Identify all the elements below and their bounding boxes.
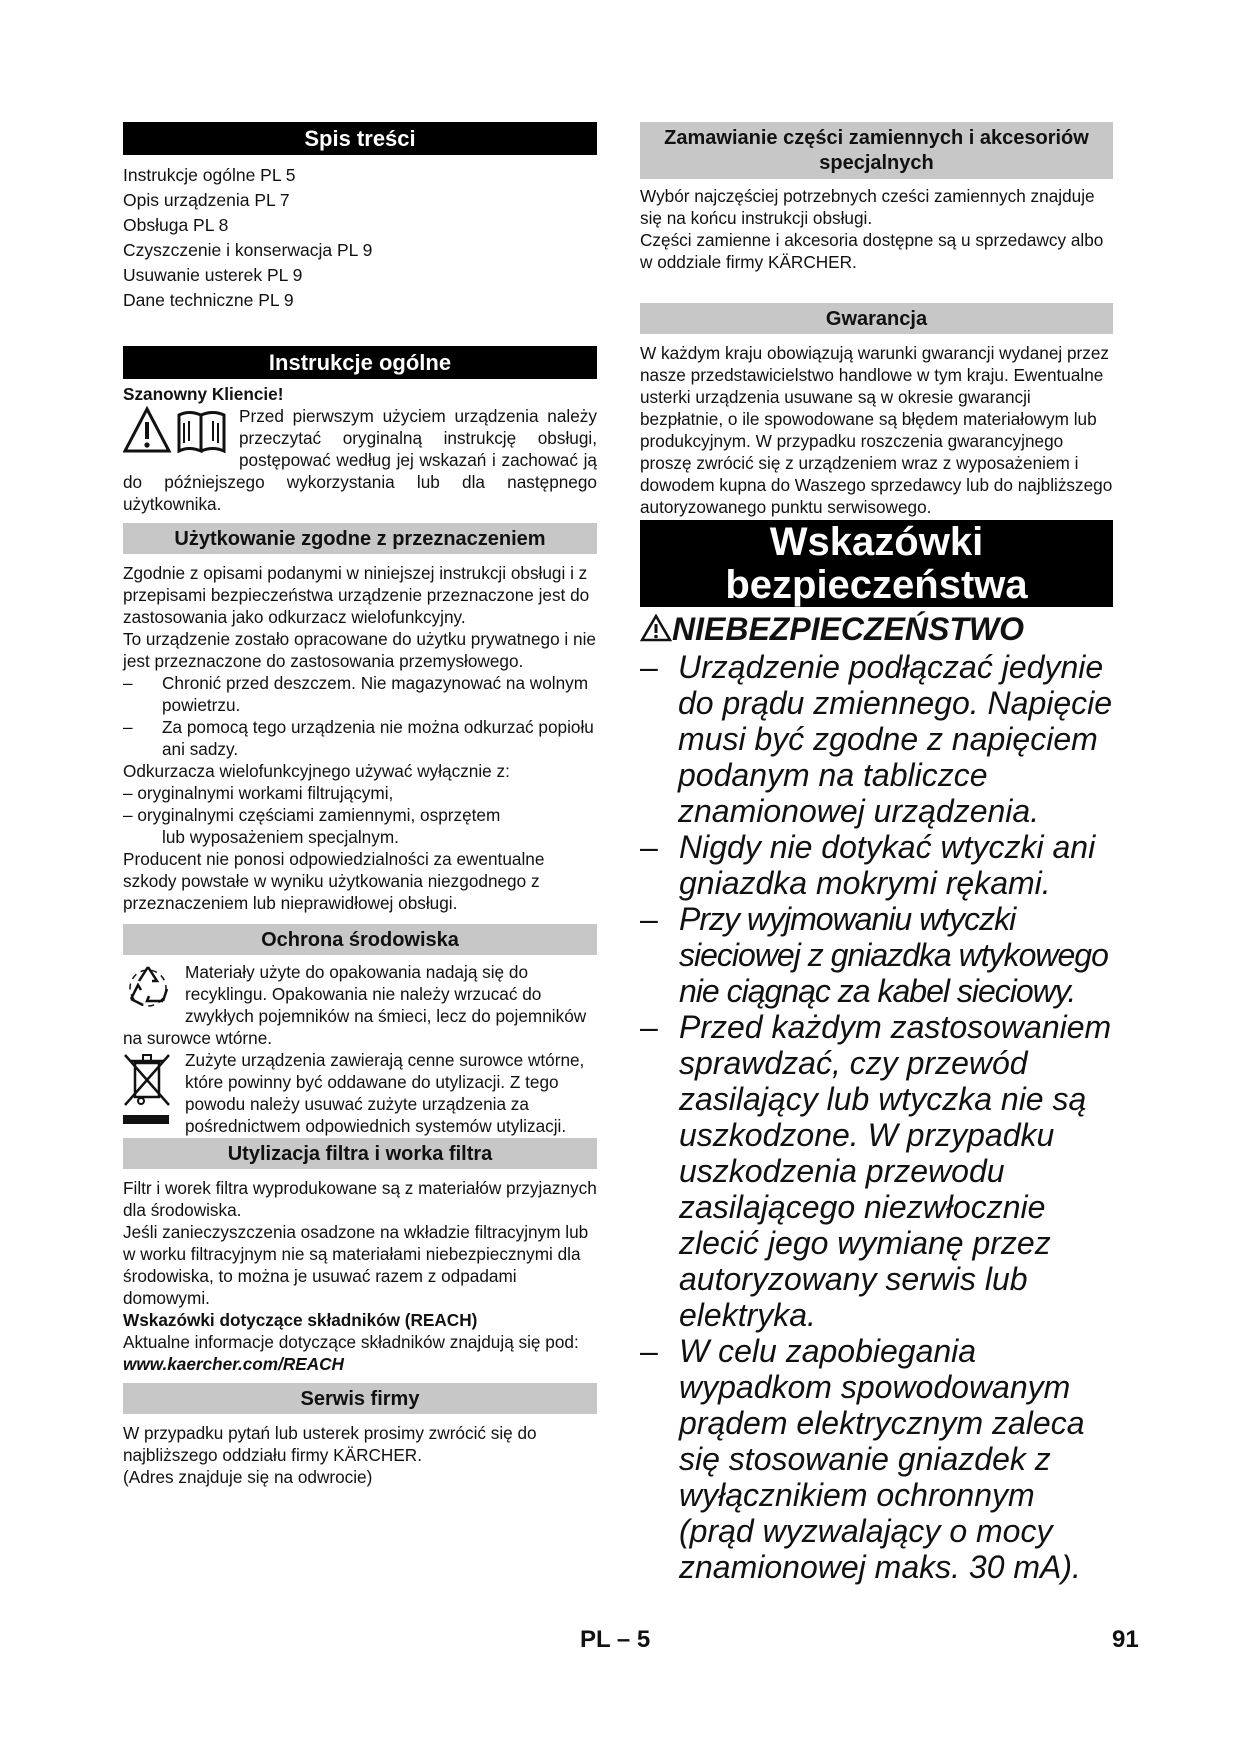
safety-item: – Przed każdym zastosowaniem sprawdzać, czy przewód zasilający lub wtyczka nie są uszkodzone. W przypadku uszkodzenia przewodu zasilającego niezwłocznie zlecić jego wymianę przez autoryzowany serwis lub elektryka. <box>640 1009 1112 1333</box>
toc-title: Spis treści <box>123 122 597 155</box>
intended-use-dash-1: – Chronić przed deszczem. Nie magazynować na wolnym powietrzu. <box>123 673 589 715</box>
intended-use-p2: To urządzenie zostało opracowane do użytku prywatnego i nie jest przeznaczone do zastosowania przemysłowego. <box>123 629 596 671</box>
toc-item[interactable]: Instrukcje ogólne PL 5 <box>123 165 296 185</box>
spare-parts-p2: Części zamienne i akcesoria dostępne są u sprzedawcy albo w oddziale firmy KÄRCHER. <box>640 230 1104 272</box>
use-only-list <box>123 760 597 848</box>
recycle-block <box>123 961 597 1049</box>
toc-item[interactable]: Czyszczenie i konserwacja PL 9 <box>123 240 373 260</box>
toc-item[interactable]: Obsługa PL 8 <box>123 215 229 235</box>
warning-manual-icon <box>123 405 229 462</box>
toc-item[interactable]: Usuwanie usterek PL 9 <box>123 265 303 285</box>
reach-text: Aktualne informacje dotyczące składników znajdują się pod: <box>123 1332 579 1352</box>
dash-marker: – <box>640 1333 658 1369</box>
dash-marker: – <box>123 673 133 693</box>
dash-marker: – <box>640 829 658 865</box>
recycle-icon <box>123 961 173 1016</box>
dash-marker: – <box>640 901 657 937</box>
use-only-option: – oryginalnymi częściami zamiennymi, osprzętem <box>123 805 501 825</box>
general-intro-text: Przed pierwszym użyciem urządzenia należy przeczytać oryginalną instrukcję obsługi, postępować według jej wskazań i zachować ją do późniejszego wykorzystania lub dla następnego użytkownika. <box>123 406 597 514</box>
warranty-text: W każdym kraju obowiązują warunki gwarancji wydanej przez nasze przedstawicielstwo handlowe w tym kraju. Ewentualne usterki urządzenia usuwane są w okresie gwarancji bezpłatnie, o ile spowodowane są błędem materiałowym lub produkcyjnym. W przypadku roszczenia gwarancyjnego proszę zwrócić się z urządzeniem wraz z wyposażeniem i dowodem kupna do Waszego sprzedawcy lub do najbliższego autoryzowanego punktu serwisowego. <box>640 343 1113 517</box>
general-intro-block <box>123 405 597 515</box>
filter-disposal-p1: Filtr i worek filtra wyprodukowane są z materiałów przyjaznych dla środowiska. <box>123 1178 597 1220</box>
intended-use-dash-2: – Za pomocą tego urządzenia nie można odkurzać popiołu ani sadzy. <box>123 717 594 759</box>
intended-use-p1: Zgodnie z opisami podanymi w niniejszej instrukcji obsługi i z przepisami bezpieczeństwa urządzenie przeznaczone jest do zastosowania jako odkurzacz wielofunkcyjny. <box>123 563 590 627</box>
warranty-title: Gwarancja <box>640 303 1113 334</box>
footer-page-label: PL – 5 <box>580 1626 651 1653</box>
weee-text: Zużyte urządzenia zawierają cenne surowce wtórne, które powinny być oddawane do utylizacji. Z tego powodu należy usuwać zużyte urządzenia za pośrednictwem odpowiednich systemów utylizacji. <box>185 1050 585 1136</box>
toc-item[interactable]: Dane techniczne PL 9 <box>123 290 294 310</box>
general-title: Instrukcje ogólne <box>123 346 597 379</box>
intended-use-title: Użytkowanie zgodne z przeznaczeniem <box>123 523 597 554</box>
filter-disposal-p2: Jeśli zanieczyszczenia osadzone na wkładzie filtracyjnym lub w worku filtracyjnym nie są materiałami niebezpiecznymi dla środowiska, to można je usuwać razem z odpadami domowymi. <box>123 1222 589 1308</box>
spare-parts-title: Zamawianie części zamiennych i akcesoriów specjalnych <box>640 122 1113 179</box>
use-only-option-cont: lub wyposażeniem specjalnym. <box>162 827 399 847</box>
service-title: Serwis firmy <box>123 1383 597 1414</box>
liability-text: Producent nie ponosi odpowiedzialności za ewentualne szkody powstałe w wyniku użytkowania niezgodnego z przeznaczeniem lub nieprawidłowej obsługi. <box>123 849 545 913</box>
service-address: (Adres znajduje się na odwrocie) <box>123 1467 373 1487</box>
use-only-option: – oryginalnymi workami filtrującymi, <box>123 783 394 803</box>
recycle-text: Materiały użyte do opakowania nadają się do recyklingu. Opakowania nie należy wrzucać do zwykłych pojemników na śmieci, lecz do pojemników na surowce wtórne. <box>123 962 587 1048</box>
footer-page-number: 91 <box>1112 1626 1139 1653</box>
environment-title: Ochrona środowiska <box>123 924 597 955</box>
toc-item[interactable]: Opis urządzenia PL 7 <box>123 190 290 210</box>
filter-disposal-title: Utylizacja filtra i worka filtra <box>123 1138 597 1169</box>
crossed-bin-icon <box>123 1049 173 1132</box>
safety-item: – Przy wyjmowaniu wtyczki sieciowej z gniazdka wtykowego nie ciągnąc za kabel sieciowy. <box>640 901 1108 1009</box>
safety-item: – Nigdy nie dotykać wtyczki ani gniazdka mokrymi rękami. <box>640 829 1096 901</box>
reach-title: Wskazówki dotyczące składników (REACH) <box>123 1310 478 1330</box>
toc-list <box>123 163 597 313</box>
safety-title: Wskazówki bezpieczeństwa <box>640 520 1113 607</box>
weee-block <box>123 1049 597 1137</box>
greeting: Szanowny Kliencie! <box>123 384 284 404</box>
danger-heading <box>640 609 1113 649</box>
left-column <box>123 122 597 1488</box>
safety-item: – W celu zapobiegania wypadkom spowodowanym prądem elektrycznym zaleca się stosowanie gniazdek z wyłącznikiem ochronnym (prąd wyzwalający o mocy znamionowej maks. 30 mA). <box>640 1333 1085 1585</box>
danger-label: NIEBEZPIECZEŃSTWO <box>672 611 1025 647</box>
right-column <box>640 122 1113 1585</box>
spare-parts-p1: Wybór najczęściej potrzebnych cześci zamiennych znajduje się na końcu instrukcji obsługi. <box>640 186 1095 228</box>
service-text: W przypadku pytań lub usterek prosimy zwrócić się do najbliższego oddziału firmy KÄRCHER. <box>123 1423 537 1465</box>
use-only-label: Odkurzacza wielofunkcyjnego używać wyłącznie z: <box>123 761 510 781</box>
warning-triangle-icon <box>640 614 672 642</box>
reach-link[interactable]: www.kaercher.com/REACH <box>123 1354 344 1374</box>
dash-marker: – <box>123 717 133 737</box>
dash-marker: – <box>640 649 658 685</box>
safety-item: – Urządzenie podłączać jedynie do prądu zmiennego. Napięcie musi być zgodne z napięciem podanym na tabliczce znamionowej urządzenia. <box>640 649 1113 829</box>
dash-marker: – <box>640 1009 658 1045</box>
